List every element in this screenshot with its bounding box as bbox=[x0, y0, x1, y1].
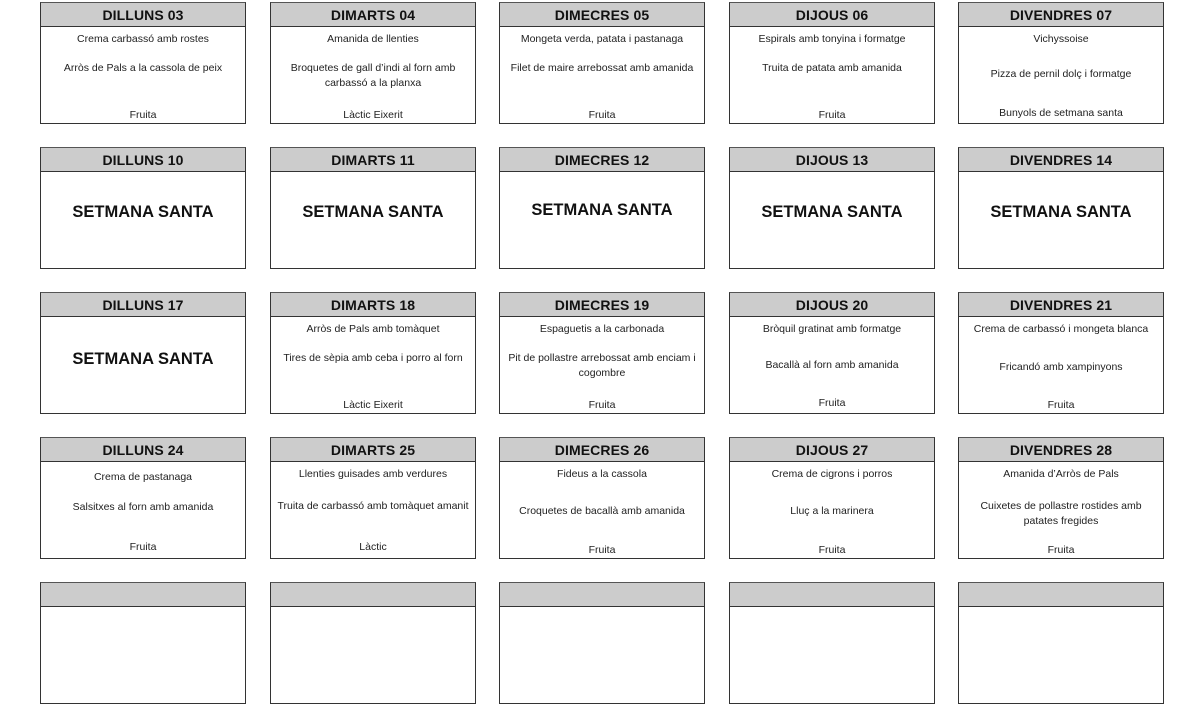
day-card-empty bbox=[958, 582, 1164, 704]
dessert: Bunyols de setmana santa bbox=[999, 107, 1123, 119]
day-menu bbox=[41, 27, 245, 124]
day-menu bbox=[41, 317, 245, 414]
dessert: Làctic Eixerit bbox=[343, 399, 403, 411]
day-header: DIVENDRES 07 bbox=[959, 3, 1163, 27]
day-menu bbox=[271, 462, 475, 559]
day-menu bbox=[500, 317, 704, 414]
day-card bbox=[958, 2, 1164, 124]
day-header: DIJOUS 06 bbox=[730, 3, 934, 27]
day-card bbox=[40, 2, 246, 124]
day-card-empty bbox=[729, 582, 935, 704]
dessert: Làctic Eixerit bbox=[343, 109, 403, 121]
first-course: Crema de pastanaga bbox=[93, 471, 193, 483]
dessert: Fruita bbox=[818, 544, 846, 556]
first-course: Amanida d’Arròs de Pals bbox=[1003, 468, 1119, 480]
day-card bbox=[40, 292, 246, 414]
day-header bbox=[730, 583, 934, 607]
first-course: Vichyssoise bbox=[1033, 33, 1089, 45]
first-course: Crema carbassó amb rostes bbox=[77, 33, 209, 45]
day-card bbox=[499, 147, 705, 269]
day-header bbox=[500, 583, 704, 607]
holiday-label: SETMANA SANTA bbox=[761, 203, 903, 221]
second-course: Salsitxes al forn amb amanida bbox=[72, 501, 214, 513]
second-course: Lluç a la marinera bbox=[790, 505, 874, 517]
day-header: DIJOUS 20 bbox=[730, 293, 934, 317]
day-card bbox=[499, 292, 705, 414]
holiday-label: SETMANA SANTA bbox=[531, 201, 673, 219]
second-course: Tires de sèpia amb ceba i porro al forn bbox=[283, 352, 463, 364]
day-card bbox=[270, 292, 476, 414]
day-card bbox=[729, 292, 935, 414]
dessert: Fruita bbox=[1047, 399, 1075, 411]
day-card-empty bbox=[499, 582, 705, 704]
dessert: Fruita bbox=[129, 541, 157, 553]
day-menu bbox=[730, 462, 934, 559]
day-menu bbox=[500, 607, 704, 704]
day-header bbox=[271, 583, 475, 607]
day-header: DIMECRES 05 bbox=[500, 3, 704, 27]
day-header: DIVENDRES 28 bbox=[959, 438, 1163, 462]
day-card-empty bbox=[270, 582, 476, 704]
day-menu bbox=[959, 27, 1163, 124]
day-card bbox=[958, 292, 1164, 414]
second-course: Truita de patata amb amanida bbox=[762, 62, 902, 74]
day-header: DIMECRES 19 bbox=[500, 293, 704, 317]
day-menu bbox=[959, 317, 1163, 414]
holiday-label: SETMANA SANTA bbox=[72, 350, 214, 368]
day-card bbox=[729, 2, 935, 124]
day-header: DILLUNS 24 bbox=[41, 438, 245, 462]
day-menu bbox=[730, 27, 934, 124]
dessert: Fruita bbox=[588, 109, 616, 121]
holiday-label: SETMANA SANTA bbox=[72, 203, 214, 221]
day-menu bbox=[41, 462, 245, 559]
first-course: Mongeta verda, patata i pastanaga bbox=[520, 33, 684, 45]
first-course: Arròs de Pals amb tomàquet bbox=[306, 323, 440, 335]
day-header: DILLUNS 17 bbox=[41, 293, 245, 317]
day-menu bbox=[41, 607, 245, 704]
second-course: Fricandó amb xampinyons bbox=[999, 361, 1123, 373]
dessert: Fruita bbox=[588, 544, 616, 556]
first-course: Bròquil gratinat amb formatge bbox=[762, 323, 902, 335]
day-card bbox=[958, 147, 1164, 269]
day-header: DIVENDRES 14 bbox=[959, 148, 1163, 172]
dessert: Fruita bbox=[129, 109, 157, 121]
day-menu bbox=[959, 462, 1163, 559]
day-menu bbox=[271, 172, 475, 269]
day-header: DILLUNS 03 bbox=[41, 3, 245, 27]
day-card bbox=[499, 2, 705, 124]
day-header: DIMARTS 25 bbox=[271, 438, 475, 462]
day-header: DILLUNS 10 bbox=[41, 148, 245, 172]
second-course: Truita de carbassó amb tomàquet amanit bbox=[277, 500, 469, 512]
dessert: Làctic bbox=[359, 541, 387, 553]
holiday-label: SETMANA SANTA bbox=[990, 203, 1132, 221]
day-card bbox=[958, 437, 1164, 559]
second-course: Filet de maire arrebossat amb amanida bbox=[510, 62, 694, 74]
second-course: Cuixetes de pollastre rostides amb patates fregides bbox=[980, 500, 1142, 527]
day-menu bbox=[959, 172, 1163, 269]
day-menu bbox=[271, 607, 475, 704]
first-course: Crema de cigrons i porros bbox=[771, 468, 893, 480]
second-course: Pit de pollastre arrebossat amb enciam i cogombre bbox=[508, 352, 696, 379]
dessert: Fruita bbox=[818, 397, 846, 409]
day-card bbox=[729, 147, 935, 269]
day-menu bbox=[730, 607, 934, 704]
dessert: Fruita bbox=[588, 399, 616, 411]
first-course: Amanida de llenties bbox=[327, 33, 419, 45]
day-header: DIJOUS 27 bbox=[730, 438, 934, 462]
day-menu bbox=[730, 172, 934, 269]
day-header: DIMARTS 04 bbox=[271, 3, 475, 27]
day-card bbox=[270, 2, 476, 124]
second-course: Pizza de pernil dolç i formatge bbox=[990, 68, 1132, 80]
first-course: Crema de carbassó i mongeta blanca bbox=[973, 323, 1149, 335]
day-card bbox=[40, 437, 246, 559]
day-card bbox=[270, 437, 476, 559]
day-header: DIMARTS 11 bbox=[271, 148, 475, 172]
holiday-label: SETMANA SANTA bbox=[302, 203, 444, 221]
second-course: Croquetes de bacallà amb amanida bbox=[519, 505, 685, 517]
day-menu bbox=[271, 27, 475, 124]
day-menu bbox=[730, 317, 934, 414]
day-card bbox=[499, 437, 705, 559]
dessert: Fruita bbox=[818, 109, 846, 121]
day-menu bbox=[959, 607, 1163, 704]
day-menu bbox=[500, 27, 704, 124]
day-header bbox=[41, 583, 245, 607]
day-header: DIMECRES 26 bbox=[500, 438, 704, 462]
day-card bbox=[270, 147, 476, 269]
day-header: DIMARTS 18 bbox=[271, 293, 475, 317]
second-course: Arròs de Pals a la cassola de peix bbox=[63, 62, 223, 74]
day-menu bbox=[41, 172, 245, 269]
first-course: Fideus a la cassola bbox=[557, 468, 647, 480]
day-card bbox=[729, 437, 935, 559]
first-course: Espaguetis a la carbonada bbox=[539, 323, 665, 335]
day-card-empty bbox=[40, 582, 246, 704]
day-header: DIVENDRES 21 bbox=[959, 293, 1163, 317]
day-header bbox=[959, 583, 1163, 607]
day-card bbox=[40, 147, 246, 269]
first-course: Espirals amb tonyina i formatge bbox=[758, 33, 906, 45]
day-menu bbox=[500, 172, 704, 269]
second-course: Broquetes de gall d’indi al forn amb carbassó a la planxa bbox=[290, 62, 456, 89]
first-course: Llenties guisades amb verdures bbox=[298, 468, 448, 480]
second-course: Bacallà al forn amb amanida bbox=[765, 359, 899, 371]
day-menu bbox=[500, 462, 704, 559]
day-header: DIMECRES 12 bbox=[500, 148, 704, 172]
day-header: DIJOUS 13 bbox=[730, 148, 934, 172]
day-menu bbox=[271, 317, 475, 414]
dessert: Fruita bbox=[1047, 544, 1075, 556]
